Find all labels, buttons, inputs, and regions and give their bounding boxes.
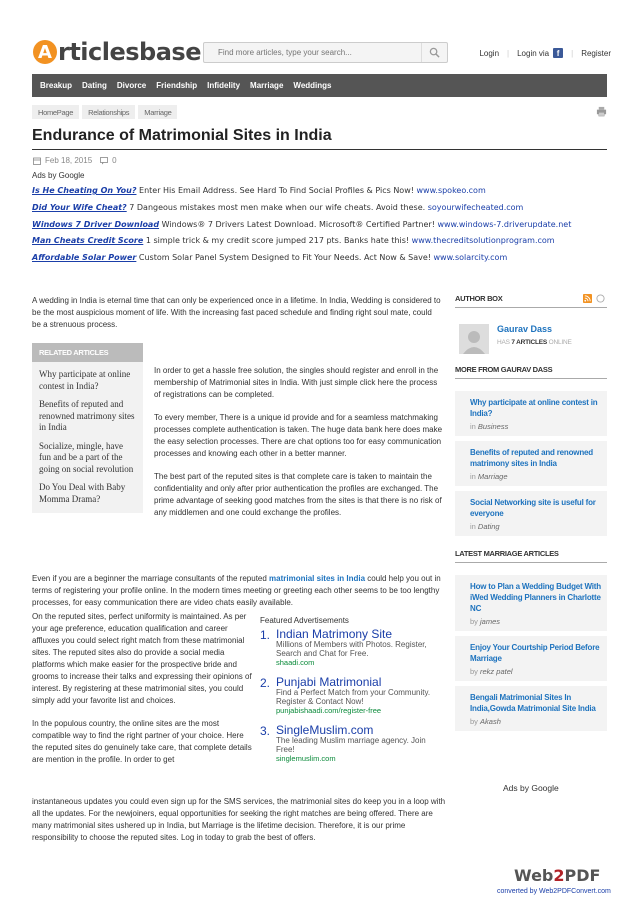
divider: | — [571, 48, 574, 58]
article-author — [470, 667, 603, 676]
ad-text: 7 Dangeous mistakes most men make when our wife cheats. Avoid these. — [126, 202, 428, 212]
article-meta — [33, 156, 117, 165]
article-link[interactable]: Enjoy Your Courtship Period Before Marriage — [470, 643, 600, 663]
category-nav — [32, 74, 607, 97]
ad-title[interactable]: Indian Matrimony Site — [276, 627, 393, 641]
category-name[interactable]: Business — [477, 422, 509, 431]
article-link[interactable]: Benefits of reputed and renowned matrimony sites in India — [470, 448, 593, 468]
login-link[interactable]: Login — [479, 48, 500, 58]
featured-advertisements — [256, 616, 444, 772]
paragraph: On the reputed sites, perfect uniformity is maintained. As per your age preference, education qualification and career affluxes you could select right match from these matrimonial sites. The reputed sites also do provide a social media platforms which make easier for the prospective bride and grooms to increase their talks and expressing their opinions of interest. By registering at these matrimonial sites, you could simply add your favorite list and choices. — [32, 612, 252, 705]
search-box — [203, 42, 448, 63]
nav-item-infidelity[interactable]: Infidelity — [207, 81, 241, 90]
rss-icon[interactable] — [583, 294, 592, 303]
ad-title[interactable]: Windows 7 Driver Download — [32, 219, 160, 229]
author-card — [459, 324, 572, 354]
category-name[interactable]: Dating — [477, 522, 500, 531]
latest-marriage-articles — [455, 549, 607, 736]
login-via-link[interactable] — [517, 48, 563, 58]
ad-number: 1. — [260, 628, 271, 642]
article-category — [470, 522, 603, 531]
author-stats — [497, 339, 572, 346]
article-category — [470, 472, 603, 481]
ad-number: 3. — [260, 724, 271, 738]
article-column — [154, 365, 444, 530]
stats-prefix: HAS — [497, 339, 512, 346]
ads-by-google-label[interactable]: Ads by Google — [503, 783, 559, 793]
nav-item-friendship[interactable]: Friendship — [156, 81, 198, 90]
article-link[interactable]: How to Plan a Wedding Budget With iWed Wedding Planners in Charlotte NC — [470, 582, 601, 613]
ad-url[interactable]: www.solarcity.com — [433, 253, 508, 263]
article-link[interactable]: Social Networking site is useful for everyone — [470, 498, 596, 518]
related-articles-heading: RELATED ARTICLES — [32, 343, 143, 362]
logo-mark: A — [33, 40, 57, 64]
related-article-link[interactable]: Socialize, mingle, have fun and be a part of the going on social revolution — [39, 440, 134, 474]
sponsored-links — [32, 186, 612, 270]
comment-icon — [100, 157, 108, 165]
nav-item-marriage[interactable]: Marriage — [250, 81, 284, 90]
ad-text: Windows® 7 Drivers Latest Download. Microsoft® Certified Partner! — [159, 219, 438, 229]
author-box-heading: AUTHOR BOX — [455, 294, 607, 308]
author-box — [455, 294, 607, 308]
list-item — [455, 686, 607, 731]
nav-item-breakup[interactable]: Breakup — [40, 81, 73, 90]
ad-text: Enter His Email Address. See Hard To Find Social Profiles & Pics Now! — [136, 186, 417, 195]
ad-title[interactable]: Affordable Solar Power — [32, 253, 137, 263]
brand-pdf: PDF — [564, 866, 601, 885]
ad-text: Custom Solar Panel System Designed to Fit Your Needs. Act Now & Save! — [136, 253, 434, 263]
breadcrumb-marriage[interactable]: Marriage — [138, 105, 177, 119]
sponsored-link — [32, 220, 612, 230]
ad-url[interactable]: www.thecreditsolutionprogram.com — [411, 236, 555, 246]
featured-heading: Featured Advertisements — [260, 616, 349, 625]
list-item — [455, 491, 607, 536]
article-author — [470, 717, 603, 726]
author-name[interactable]: Gaurav Dass — [497, 324, 553, 334]
article-category — [470, 422, 603, 431]
article-column-left — [32, 611, 254, 766]
calendar-icon — [33, 157, 41, 165]
article-intro: A wedding in India is eternal time that can only be experienced once in a lifetime. In India, Wedding is considered to be the most auspicious moment of life. With the increasing fast paced schedule and finding right soul mate, could be a strenuous process. — [32, 296, 441, 329]
ad-title[interactable]: Did Your Wife Cheat? — [32, 202, 127, 212]
paragraph: In the populous country, the online sites are the most compatible way to find the right partner of your choice. Here the reputed sites do genuinely take care, that complete details are mention in the profile. In order to get — [32, 719, 252, 764]
login-via-label: Login via — [517, 48, 550, 58]
nav-item-dating[interactable]: Dating — [82, 81, 107, 90]
related-article-link[interactable]: Benefits of reputed and renowned matrimony sites in India — [39, 399, 135, 432]
register-link[interactable]: Register — [581, 48, 611, 58]
nav-item-divorce[interactable]: Divorce — [116, 81, 147, 90]
paragraph — [32, 573, 442, 609]
ad-url[interactable]: www.windows-7.driverupdate.net — [437, 219, 572, 229]
sponsored-link — [32, 186, 612, 196]
paragraph: In order to get a hassle free solution, the singles should register and enroll in the membership of Matrimonial sites in India. With just simple click here the process of registrations can be completed. — [154, 366, 439, 399]
sponsored-link — [32, 253, 612, 263]
brand-web: Web — [514, 866, 554, 885]
category-prefix: in — [470, 472, 478, 481]
related-article-link[interactable]: Do You Deal with Baby Momma Drama? — [39, 482, 126, 504]
ad-url[interactable]: punjabishaadi.com/register-free — [276, 706, 382, 715]
article-date: Feb 18, 2015 — [45, 156, 93, 165]
author-link[interactable]: Akash — [480, 717, 501, 726]
more-from-heading: MORE FROM GAURAV DASS — [455, 365, 607, 379]
ad-url[interactable]: shaadi.com — [276, 658, 315, 667]
sponsored-link — [32, 236, 612, 246]
ad-title[interactable]: Punjabi Matrimonial — [276, 675, 382, 689]
breadcrumb — [32, 105, 180, 119]
list-item — [455, 636, 607, 681]
list-item — [455, 391, 607, 436]
paragraph-text: Even if you are a beginner the marriage consultants of the reputed — [32, 574, 270, 583]
title-divider — [32, 149, 607, 150]
featured-ad[interactable] — [256, 628, 444, 668]
author-prefix: by — [470, 617, 481, 626]
ad-description: Find a Perfect Match from your Community. Register & Contact Now! — [276, 688, 431, 706]
divider: | — [507, 48, 510, 58]
avatar[interactable] — [459, 324, 489, 354]
article-link[interactable]: Why participate at online contest in India? — [470, 398, 598, 418]
author-box-icons — [579, 294, 605, 303]
featured-ad[interactable] — [256, 676, 444, 716]
nav-item-weddings[interactable]: Weddings — [293, 81, 332, 90]
search-input[interactable] — [204, 48, 424, 57]
breadcrumb-relationships[interactable]: Relationships — [82, 105, 135, 119]
logo[interactable] — [33, 38, 201, 66]
ad-url[interactable]: www.spokeo.com — [416, 186, 486, 195]
paragraph: To every member, There is a unique id provide and for a seamless matchmaking processes complete authentication is taken. The huge data bank here does make the easy selection processes. There are chat options too for easy communication processes and knowing each other in a better manner. — [154, 413, 443, 458]
page-title: Endurance of Matrimonial Sites in India — [32, 127, 332, 144]
list-item — [455, 575, 607, 631]
author-prefix: by — [470, 717, 481, 726]
ad-title[interactable]: Man Cheats Credit Score — [32, 236, 144, 246]
category-prefix: in — [470, 422, 478, 431]
comments-icon[interactable] — [596, 294, 605, 303]
facebook-icon: f — [553, 48, 563, 58]
article-author — [470, 617, 603, 626]
ads-by-google-label[interactable]: Ads by Google — [32, 171, 85, 180]
article-count: 7 — [511, 339, 515, 346]
user-icon — [461, 328, 487, 354]
brand-two: 2 — [553, 866, 565, 885]
paragraph: The best part of the reputed sites is that complete care is taken to maintain the confidentiality and only after prior authentication the profiles are exchanged. The prime advantage of seeking good matches from the sites is that there is no risk of any middlemen and one could exchange the profiles. — [154, 472, 442, 517]
category-name[interactable]: Marriage — [477, 472, 508, 481]
ad-number: 2. — [260, 676, 271, 690]
sponsored-link — [32, 203, 612, 213]
ad-description: Millions of Members with Photos. Register, Search and Chat for Free. — [276, 640, 427, 658]
featured-ad[interactable] — [256, 724, 444, 764]
breadcrumb-home[interactable]: HomePage — [32, 105, 79, 119]
ad-title[interactable]: SingleMuslim.com — [276, 723, 374, 737]
related-articles-box — [32, 343, 143, 513]
stats-online: ONLINE — [548, 339, 572, 346]
author-link[interactable]: rekz patel — [480, 667, 513, 676]
ad-description: The leading Muslim marriage agency. Join Free! — [276, 736, 426, 754]
stats-articles: ARTICLES — [514, 339, 549, 346]
ad-title[interactable]: Is He Cheating On You? — [32, 186, 137, 195]
paragraph-text: could help you out in terms of registering your profile online. In the modern times meeting or greeting each other seems to be too lengthy processes, for easy communication there are video chats easily available. — [32, 574, 441, 607]
latest-heading: LATEST MARRIAGE ARTICLES — [455, 549, 607, 563]
converter-link[interactable]: converted by Web2PDFConvert.com — [497, 888, 611, 895]
author-prefix: by — [470, 667, 481, 676]
search-button[interactable] — [421, 43, 447, 62]
search-icon — [429, 47, 440, 58]
ad-text: 1 simple trick & my credit score jumped 217 pts. Banks hate this! — [143, 236, 412, 246]
account-links — [479, 48, 611, 58]
more-from-author — [455, 365, 607, 541]
author-link[interactable]: james — [480, 617, 501, 626]
paragraph: instantaneous updates you could even sign up for the SMS services, the matrimonial sites do keep you in a loop with all the updates. For the newjoiners, equal opportunities for seeking the right matches are being offered. There are many matrimonial sites ushered up in India, but Marriage is the lifetime decision. Therefore, it is our prime responsibility to choose the reputed sites. Log in today to grab the best of offers. — [32, 797, 446, 842]
inline-link[interactable]: matrimonial sites in India — [269, 574, 366, 583]
web2pdf-logo[interactable] — [514, 866, 600, 885]
comment-count[interactable]: 0 — [112, 156, 117, 165]
logo-text: rticlesbase — [58, 38, 201, 66]
related-article-link[interactable]: Why participate at online contest in India? — [39, 369, 131, 391]
ad-url[interactable]: singlemuslim.com — [276, 754, 336, 763]
list-item — [455, 441, 607, 486]
ad-url[interactable]: soyourwifecheated.com — [427, 202, 524, 212]
print-icon[interactable] — [596, 106, 607, 117]
article-link[interactable]: Bengali Matrimonial Sites In India,Gowda Matrimonial Site India — [470, 693, 596, 713]
category-prefix: in — [470, 522, 478, 531]
